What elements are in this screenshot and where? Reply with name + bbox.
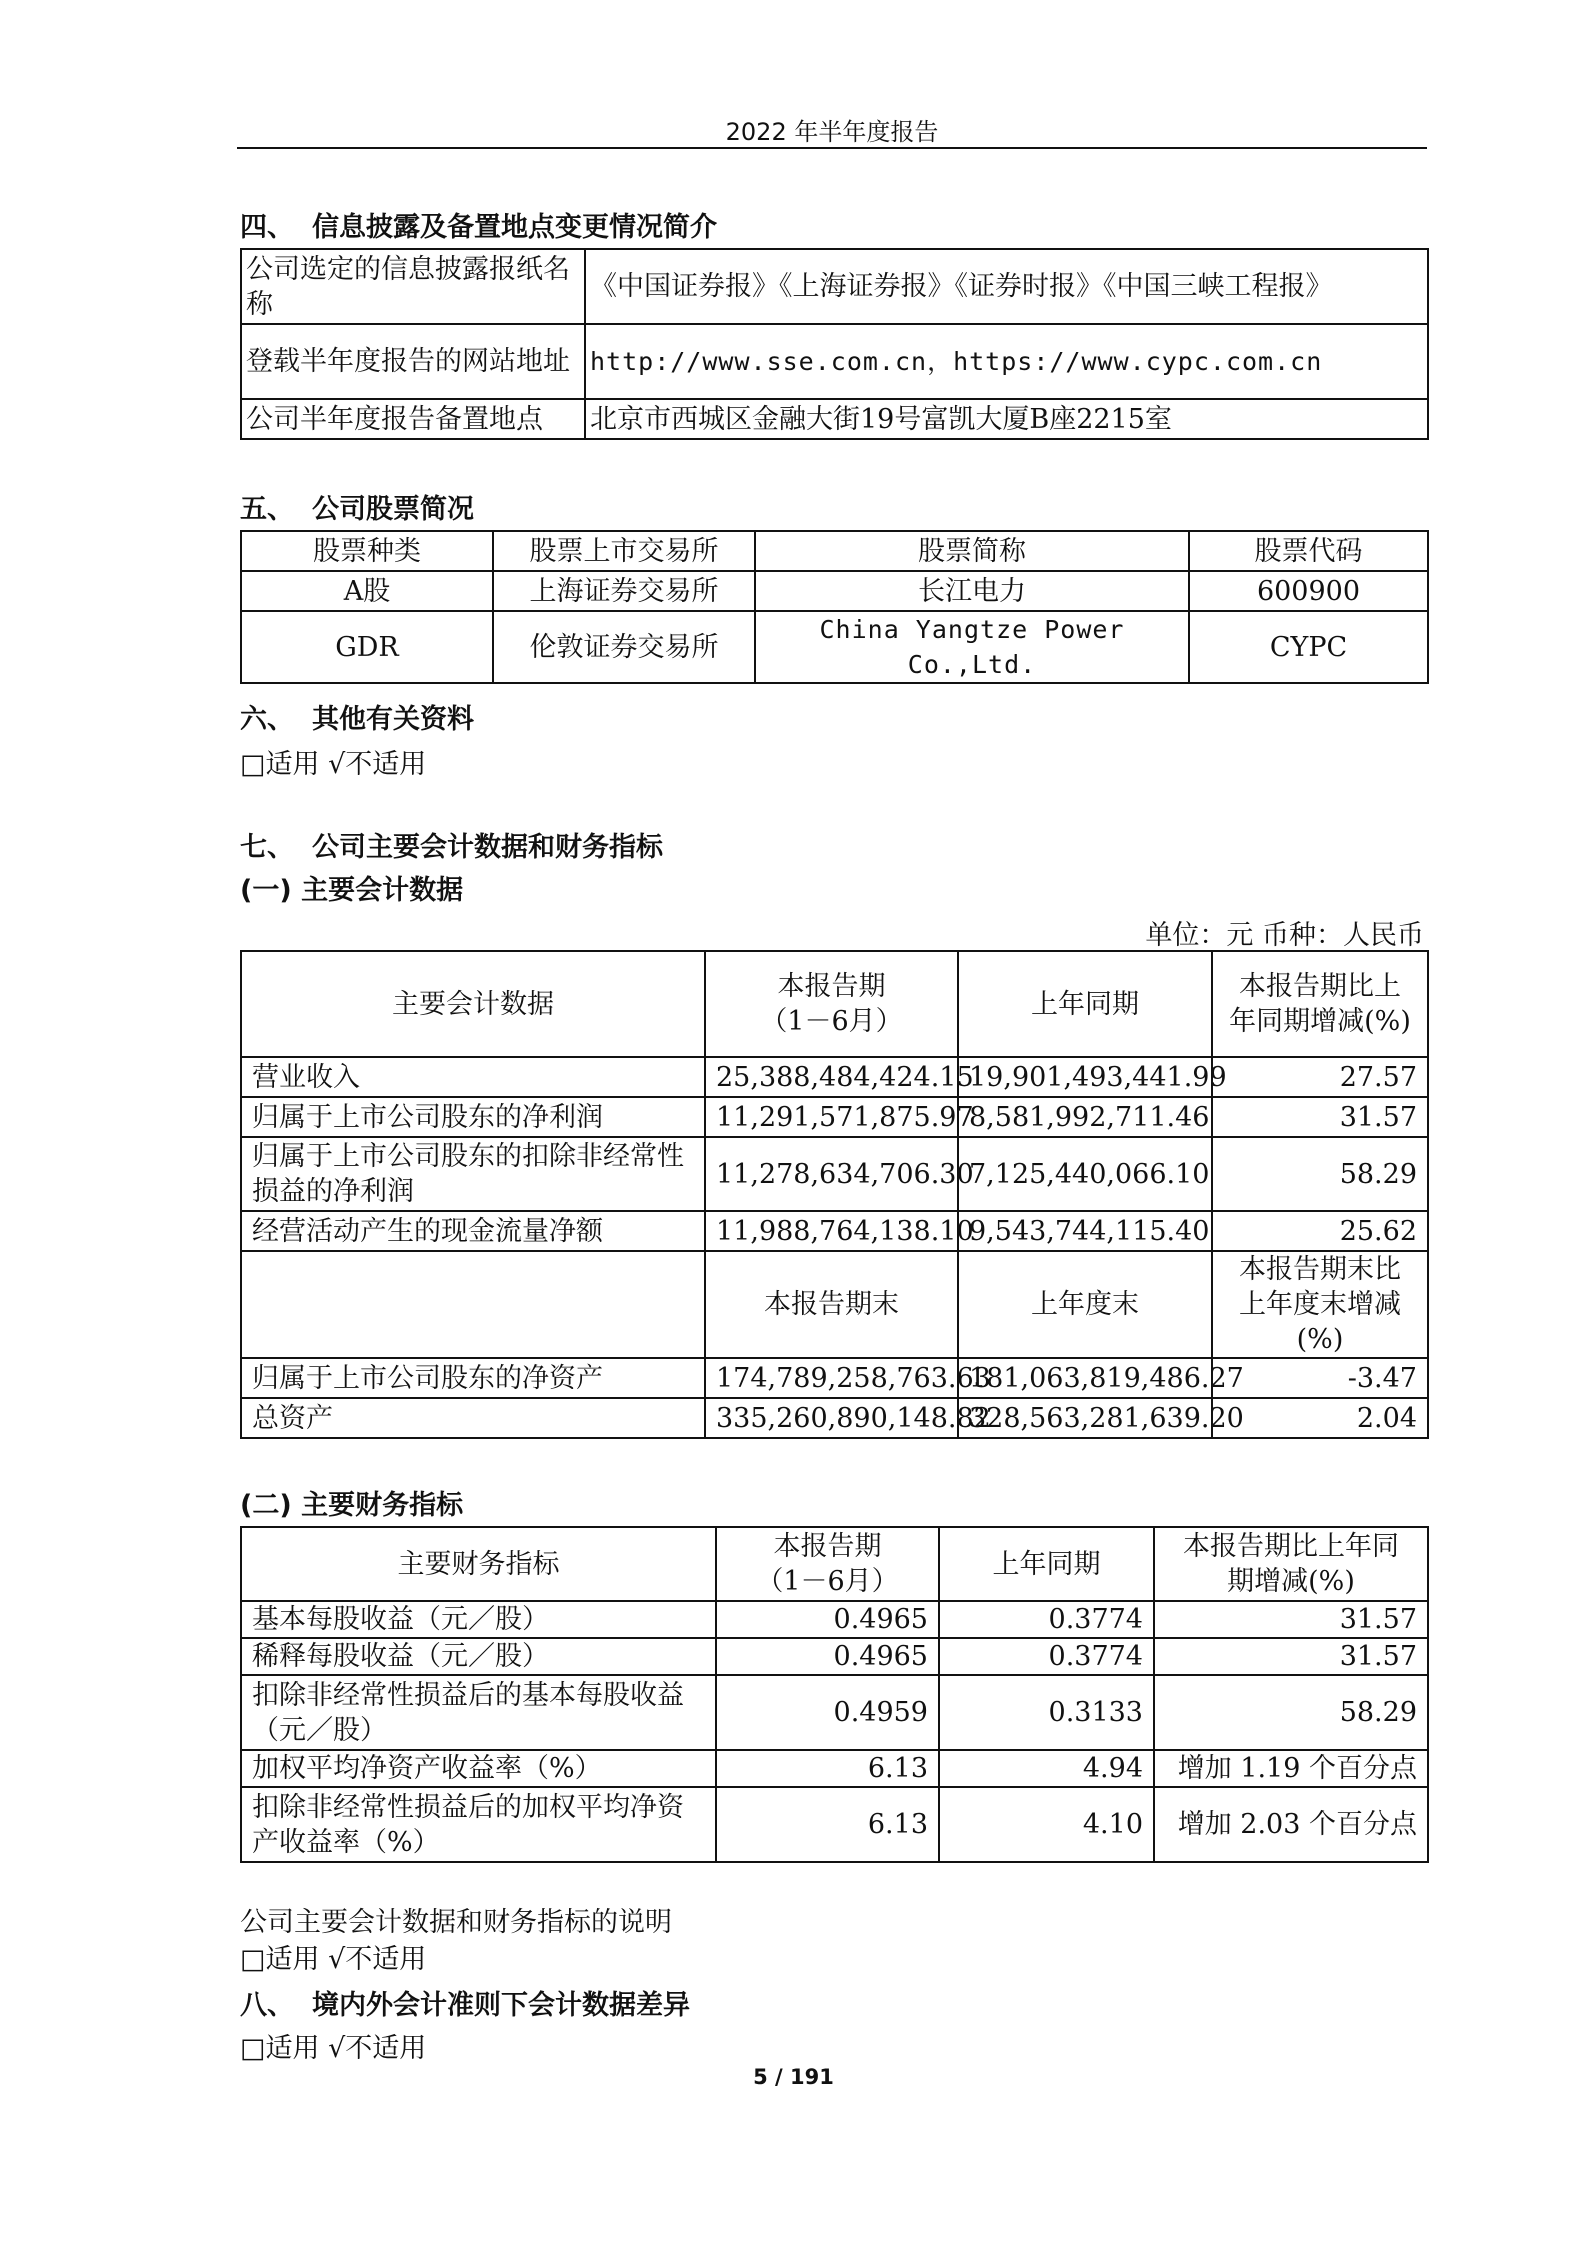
table-cell: 6.13 <box>716 1750 939 1787</box>
column-header: 本报告期比上年同期增减(%) <box>1212 951 1428 1057</box>
table-cell: 31.57 <box>1154 1601 1428 1638</box>
section5-heading <box>240 487 474 526</box>
table-cell: 4.94 <box>939 1750 1154 1787</box>
table-cell: 《中国证券报》《上海证券报》《证券时报》《中国三峡工程报》 <box>585 249 1428 324</box>
section7-heading <box>240 825 663 864</box>
table-row <box>241 1601 1428 1638</box>
table-cell: 25.62 <box>1212 1211 1428 1251</box>
table-cell: 0.3133 <box>939 1675 1154 1750</box>
section8-number: 八、 <box>240 1990 294 2021</box>
table-row <box>241 1097 1428 1137</box>
column-header: 本报告期末比上年度末增减(%) <box>1212 1251 1428 1358</box>
table-row <box>241 611 1428 683</box>
column-header: 股票种类 <box>241 531 493 571</box>
section5-number: 五、 <box>240 494 294 525</box>
table-cell: 稀释每股收益（元／股） <box>241 1638 716 1675</box>
column-header: 上年同期 <box>958 951 1212 1057</box>
table-cell: 19,901,493,441.99 <box>958 1057 1212 1097</box>
table-row <box>241 571 1428 611</box>
column-header: 主要财务指标 <box>241 1527 716 1601</box>
table-cell: GDR <box>241 611 493 683</box>
table-cell: 58.29 <box>1154 1675 1428 1750</box>
table-cell: 600900 <box>1189 571 1428 611</box>
table-cell: 31.57 <box>1212 1097 1428 1137</box>
table-cell: 扣除非经常性损益后的基本每股收益（元／股） <box>241 1675 716 1750</box>
table-cell: 基本每股收益（元／股） <box>241 1601 716 1638</box>
subsection2-title: (二) 主要财务指标 <box>240 1490 464 1521</box>
column-header: 本报告期 （1－6月） <box>705 951 958 1057</box>
table-header-row <box>241 1251 1428 1358</box>
table-cell: 328,563,281,639.20 <box>958 1398 1212 1438</box>
table-cell: 加权平均净资产收益率（%） <box>241 1750 716 1787</box>
table-cell: 25,388,484,424.15 <box>705 1057 958 1097</box>
column-header: 本报告期比上年同期增减(%) <box>1154 1527 1428 1601</box>
table-row <box>241 1750 1428 1787</box>
table-header-row <box>241 531 1428 571</box>
column-header: 股票上市交易所 <box>493 531 755 571</box>
table-cell: 伦敦证券交易所 <box>493 611 755 683</box>
table-cell: 增加 1.19 个百分点 <box>1154 1750 1428 1787</box>
table-row <box>241 1675 1428 1750</box>
section6-number: 六、 <box>240 704 294 735</box>
table-cell: 2.04 <box>1212 1398 1428 1438</box>
table-row <box>241 1787 1428 1862</box>
page-number: 5 / 191 <box>753 2065 834 2089</box>
table-cell: 27.57 <box>1212 1057 1428 1097</box>
table-cell: 0.4959 <box>716 1675 939 1750</box>
table-cell: 8,581,992,711.46 <box>958 1097 1212 1137</box>
header-divider <box>237 147 1427 149</box>
notes-title: 公司主要会计数据和财务指标的说明 <box>240 1907 672 1938</box>
currency-unit: 单位：元 币种：人民币 <box>1145 920 1424 951</box>
table-row <box>241 1211 1428 1251</box>
table-header-row <box>241 951 1428 1057</box>
table-cell: 长江电力 <box>755 571 1189 611</box>
table-cell: A股 <box>241 571 493 611</box>
table-cell: 11,291,571,875.97 <box>705 1097 958 1137</box>
table-row <box>241 1638 1428 1675</box>
table-cell: China Yangtze Power Co.,Ltd. <box>755 611 1189 683</box>
accounting-data-table <box>240 950 1429 1439</box>
table-cell: 0.4965 <box>716 1601 939 1638</box>
column-header: 主要会计数据 <box>241 951 705 1057</box>
section4-title: 信息披露及备置地点变更情况简介 <box>312 212 717 243</box>
section6-title: 其他有关资料 <box>312 704 474 735</box>
table-cell: 0.3774 <box>939 1601 1154 1638</box>
table-cell: 扣除非经常性损益后的加权平均净资产收益率（%） <box>241 1787 716 1862</box>
table-cell: 增加 2.03 个百分点 <box>1154 1787 1428 1862</box>
table-cell: 11,988,764,138.10 <box>705 1211 958 1251</box>
table-cell: 经营活动产生的现金流量净额 <box>241 1211 705 1251</box>
table-cell: 上海证券交易所 <box>493 571 755 611</box>
table-cell: 北京市西城区金融大街19号富凯大厦B座2215室 <box>585 399 1428 439</box>
table-cell: 0.4965 <box>716 1638 939 1675</box>
section8-title: 境内外会计准则下会计数据差异 <box>312 1990 690 2021</box>
section6-heading <box>240 697 474 736</box>
table-cell: 6.13 <box>716 1787 939 1862</box>
section8-heading <box>240 1983 690 2022</box>
table-cell: 0.3774 <box>939 1638 1154 1675</box>
table-cell: 归属于上市公司股东的净利润 <box>241 1097 705 1137</box>
table-cell: 58.29 <box>1212 1137 1428 1211</box>
section7-title: 公司主要会计数据和财务指标 <box>312 832 663 863</box>
table-cell: -3.47 <box>1212 1358 1428 1398</box>
table-row <box>241 1358 1428 1398</box>
table-row <box>241 399 1428 439</box>
stock-table <box>240 530 1429 684</box>
table-cell: 335,260,890,148.82 <box>705 1398 958 1438</box>
column-header: 股票简称 <box>755 531 1189 571</box>
table-cell: 7,125,440,066.10 <box>958 1137 1212 1211</box>
table-cell: 4.10 <box>939 1787 1154 1862</box>
table-cell: 总资产 <box>241 1398 705 1438</box>
table-row <box>241 1398 1428 1438</box>
section4-number: 四、 <box>240 212 294 243</box>
table-cell: 登载半年度报告的网站地址 <box>241 324 585 399</box>
table-cell: 174,789,258,763.63 <box>705 1358 958 1398</box>
table-cell: 31.57 <box>1154 1638 1428 1675</box>
subsection1-title: (一) 主要会计数据 <box>240 875 464 906</box>
section5-title: 公司股票简况 <box>312 494 474 525</box>
table-row <box>241 1137 1428 1211</box>
column-header <box>241 1251 705 1358</box>
column-header: 股票代码 <box>1189 531 1428 571</box>
table-cell: 公司半年度报告备置地点 <box>241 399 585 439</box>
column-header: 本报告期末 <box>705 1251 958 1358</box>
disclosure-table <box>240 248 1429 440</box>
financial-indicators-table <box>240 1526 1429 1863</box>
table-header-row <box>241 1527 1428 1601</box>
table-row <box>241 324 1428 399</box>
table-cell: 归属于上市公司股东的净资产 <box>241 1358 705 1398</box>
table-cell: 公司选定的信息披露报纸名称 <box>241 249 585 324</box>
page-header: 2022 年半年度报告 <box>725 118 939 146</box>
table-row <box>241 249 1428 324</box>
table-row <box>241 1057 1428 1097</box>
table-cell: 归属于上市公司股东的扣除非经常性损益的净利润 <box>241 1137 705 1211</box>
table-cell: 181,063,819,486.27 <box>958 1358 1212 1398</box>
table-cell: 11,278,634,706.30 <box>705 1137 958 1211</box>
section6-option: □适用 √不适用 <box>240 749 427 780</box>
column-header: 本报告期 （1－6月） <box>716 1527 939 1601</box>
table-cell: 营业收入 <box>241 1057 705 1097</box>
section7-number: 七、 <box>240 832 294 863</box>
table-cell: 9,543,744,115.40 <box>958 1211 1212 1251</box>
column-header: 上年同期 <box>939 1527 1154 1601</box>
section4-heading <box>240 205 717 244</box>
column-header: 上年度末 <box>958 1251 1212 1358</box>
notes-option: □适用 √不适用 <box>240 1944 427 1975</box>
website-link[interactable]: http://www.sse.com.cn，https://www.cypc.com.cn <box>585 324 1428 399</box>
section8-option: □适用 √不适用 <box>240 2033 427 2064</box>
table-cell: CYPC <box>1189 611 1428 683</box>
